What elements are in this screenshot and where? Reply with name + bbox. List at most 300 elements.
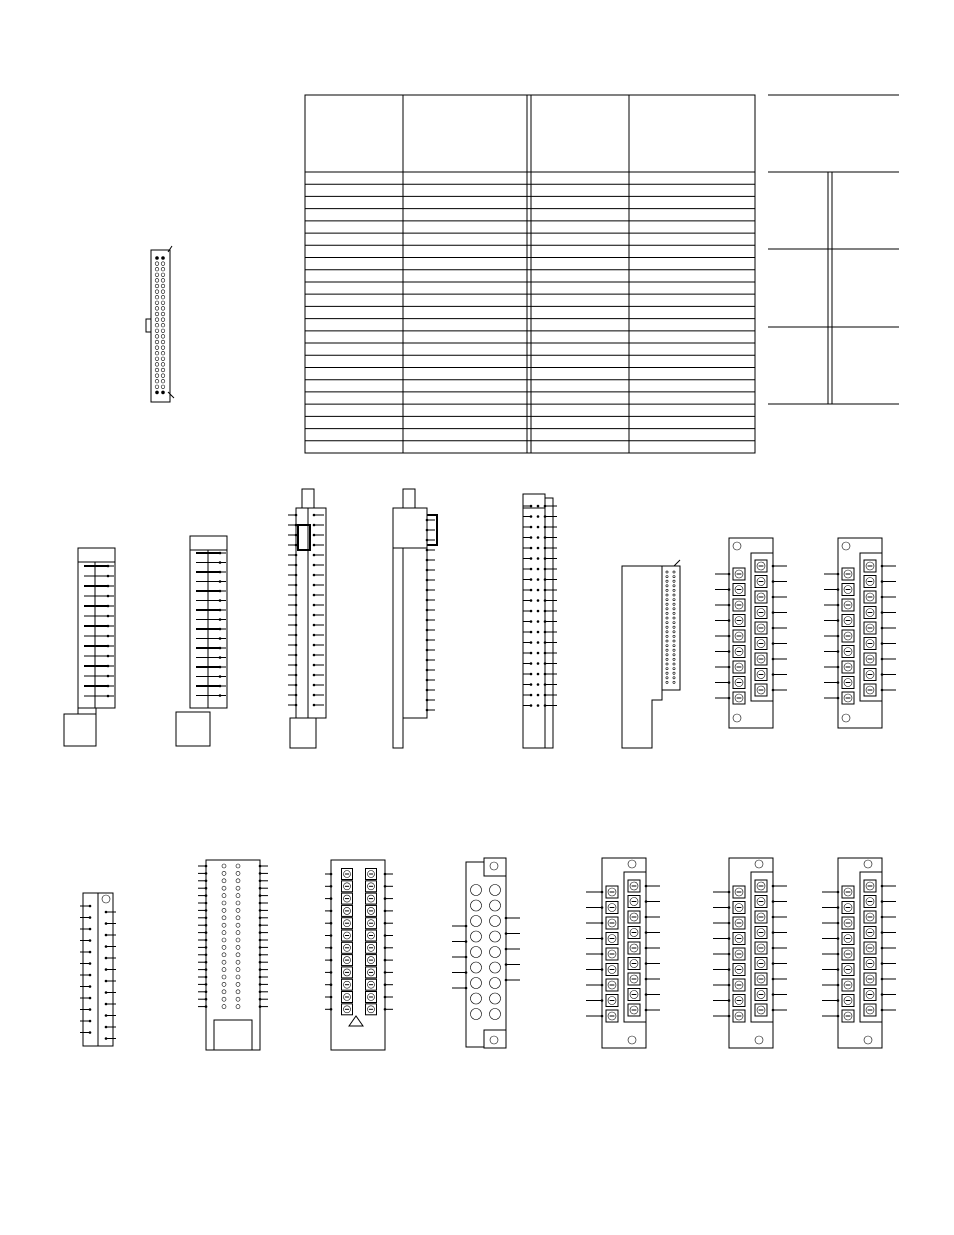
- pin-dot: [728, 588, 731, 591]
- pin-dot: [645, 916, 648, 919]
- mount-screw-icon: [628, 860, 636, 868]
- pin: [155, 267, 159, 271]
- pin: [236, 953, 240, 957]
- pin-dot: [728, 650, 731, 653]
- pin-dot: [537, 599, 540, 602]
- pin: [161, 329, 165, 333]
- pin-dot: [537, 547, 540, 550]
- header-body: [622, 566, 662, 748]
- pin-dot: [205, 917, 208, 920]
- pin: [161, 279, 165, 283]
- mount-screw-icon: [842, 542, 850, 550]
- pin-dot: [313, 684, 316, 687]
- pin-dot: [772, 627, 775, 630]
- pin-dot: [881, 580, 884, 583]
- pin: [666, 681, 668, 683]
- pin-dot: [259, 939, 262, 942]
- plug-foot: [290, 718, 316, 748]
- pin: [222, 908, 226, 912]
- pin-dot: [295, 534, 298, 537]
- pin: [222, 864, 226, 868]
- pin: [236, 871, 240, 875]
- side-rail: [545, 498, 553, 748]
- pin-dot: [205, 976, 208, 979]
- pin: [155, 391, 159, 395]
- pin: [673, 571, 675, 573]
- pin-dot: [426, 599, 429, 602]
- pin-dot: [295, 514, 298, 517]
- pin: [161, 273, 165, 277]
- pin-dot: [537, 536, 540, 539]
- pin: [222, 886, 226, 890]
- pin-dot: [544, 610, 547, 613]
- pin-dot: [426, 609, 429, 612]
- pin: [161, 385, 165, 389]
- pin-dot: [645, 1009, 648, 1012]
- pin-dot: [881, 596, 884, 599]
- pin-dot: [89, 1008, 92, 1011]
- pin-dot: [881, 900, 884, 903]
- pin: [673, 668, 675, 670]
- pin-dot: [544, 641, 547, 644]
- pin-dot: [105, 1014, 108, 1017]
- pin-dot: [219, 552, 222, 555]
- pin-dot: [313, 674, 316, 677]
- pin: [222, 960, 226, 964]
- pin-dot: [728, 1015, 731, 1018]
- pin: [666, 668, 668, 670]
- pin-dot: [426, 569, 429, 572]
- pin-dot: [219, 666, 222, 669]
- pin-dot: [881, 978, 884, 981]
- pin: [155, 262, 159, 266]
- pin-dot: [219, 599, 222, 602]
- pin: [155, 374, 159, 378]
- pin: [155, 301, 159, 305]
- pin-dot: [530, 526, 533, 529]
- pin: [222, 975, 226, 979]
- pin-dot: [330, 922, 333, 925]
- pin-dot: [544, 578, 547, 581]
- pin-dot: [881, 947, 884, 950]
- outline: [403, 548, 427, 718]
- screw-icon: [471, 1009, 482, 1020]
- pin-dot: [837, 573, 840, 576]
- dual-row-screw-connector: [325, 860, 393, 1050]
- pin-dot: [772, 978, 775, 981]
- mount-screw-icon: [490, 862, 498, 870]
- pin: [161, 318, 165, 322]
- screw-icon: [490, 916, 501, 927]
- pin-dot: [384, 885, 387, 888]
- pin-dot: [530, 704, 533, 707]
- pin-dot: [295, 624, 298, 627]
- pin-dot: [259, 946, 262, 949]
- pin-dot: [505, 948, 508, 951]
- pin-dot: [537, 568, 540, 571]
- screw-terminal-block: [822, 858, 896, 1048]
- pin: [666, 585, 668, 587]
- pin-dot: [219, 580, 222, 583]
- pin-dot: [537, 694, 540, 697]
- pin-dot: [426, 669, 429, 672]
- pin-field: [662, 566, 680, 690]
- pin-dot: [728, 968, 731, 971]
- mount-screw-icon: [628, 1036, 636, 1044]
- pin-dot: [205, 939, 208, 942]
- pin: [673, 603, 675, 605]
- pin-dot: [295, 644, 298, 647]
- pin-dot: [772, 993, 775, 996]
- pin-dot: [107, 635, 110, 638]
- pin-dot: [89, 905, 92, 908]
- pin-dot: [295, 564, 298, 567]
- pin-dot: [384, 1008, 387, 1011]
- pin: [673, 580, 675, 582]
- pin-dot: [89, 1020, 92, 1023]
- pin-dot: [544, 589, 547, 592]
- lever-plug-connector: [393, 489, 437, 748]
- pin: [666, 663, 668, 665]
- pin-dot: [881, 673, 884, 676]
- pin: [666, 617, 668, 619]
- screw-terminal-block: [715, 538, 787, 728]
- pin: [222, 938, 226, 942]
- outline: [393, 508, 427, 548]
- ribbon-header-connector: [146, 246, 174, 402]
- pin-dot: [772, 931, 775, 934]
- pin: [161, 351, 165, 355]
- pin-dot: [426, 559, 429, 562]
- pin: [666, 672, 668, 674]
- pin: [222, 1005, 226, 1009]
- pin: [236, 945, 240, 949]
- pin: [222, 923, 226, 927]
- pin-dot: [105, 934, 108, 937]
- pin-dot: [89, 1031, 92, 1034]
- pin-dot: [295, 544, 298, 547]
- pin-dot: [384, 934, 387, 937]
- screw-terminal-block: [713, 858, 787, 1048]
- pin-dot: [89, 962, 92, 965]
- pin: [161, 295, 165, 299]
- pin: [666, 640, 668, 642]
- pin-dot: [728, 906, 731, 909]
- pin-dot: [837, 588, 840, 591]
- screw-icon: [490, 885, 501, 896]
- pin-dot: [530, 631, 533, 634]
- pin: [161, 301, 165, 305]
- pin-dot: [330, 910, 333, 913]
- pin-dot: [881, 565, 884, 568]
- pin: [673, 640, 675, 642]
- pin-dot: [881, 658, 884, 661]
- pin: [666, 589, 668, 591]
- pin-dot: [426, 649, 429, 652]
- latch: [214, 1020, 252, 1050]
- mount-screw-icon: [733, 542, 741, 550]
- pin-dot: [295, 574, 298, 577]
- pin-dot: [544, 683, 547, 686]
- pin-dot: [544, 673, 547, 676]
- side-table: [768, 95, 899, 404]
- pin-dot: [426, 579, 429, 582]
- pin-dot: [107, 575, 110, 578]
- pin-dot: [259, 968, 262, 971]
- pin-dot: [544, 536, 547, 539]
- pin-dot: [384, 873, 387, 876]
- pin-dot: [219, 618, 222, 621]
- pin-dot: [330, 983, 333, 986]
- pin-dot: [728, 681, 731, 684]
- pin-dot: [384, 996, 387, 999]
- pin-dot: [295, 704, 298, 707]
- pin: [673, 672, 675, 674]
- pin: [666, 658, 668, 660]
- pin-dot: [384, 897, 387, 900]
- pin-dot: [313, 604, 316, 607]
- pin-dot: [330, 971, 333, 974]
- pin: [155, 363, 159, 367]
- callout-line: [674, 560, 680, 566]
- pin: [155, 290, 159, 294]
- pin-dot: [295, 614, 298, 617]
- pin-dot: [601, 1015, 604, 1018]
- pin-dot: [772, 689, 775, 692]
- pin-dot: [544, 526, 547, 529]
- pin-dot: [881, 931, 884, 934]
- pin-dot: [313, 594, 316, 597]
- pin-dot: [530, 557, 533, 560]
- pin-dot: [537, 610, 540, 613]
- pin: [236, 1005, 240, 1009]
- pin: [236, 975, 240, 979]
- pin-dot: [205, 865, 208, 868]
- pin-dot: [295, 634, 298, 637]
- pin-dot: [537, 578, 540, 581]
- pin-dot: [426, 679, 429, 682]
- pin-dot: [530, 515, 533, 518]
- pin: [236, 901, 240, 905]
- pin-dot: [772, 947, 775, 950]
- screw-icon: [471, 947, 482, 958]
- pin-dot: [645, 885, 648, 888]
- mount-screw-icon: [864, 1036, 872, 1044]
- pin: [673, 663, 675, 665]
- pin-dot: [313, 634, 316, 637]
- small-socket-connector: [80, 893, 116, 1046]
- pin-dot: [728, 666, 731, 669]
- pin-dot: [530, 662, 533, 665]
- pin-dot: [645, 931, 648, 934]
- pin-dot: [205, 991, 208, 994]
- pin-dot: [465, 971, 468, 974]
- pin: [236, 879, 240, 883]
- pin-dot: [645, 962, 648, 965]
- pin: [236, 938, 240, 942]
- pin: [161, 307, 165, 311]
- pin: [161, 312, 165, 316]
- pin-dot: [837, 635, 840, 638]
- pin-dot: [645, 900, 648, 903]
- pin-dot: [728, 953, 731, 956]
- pin-dot: [384, 922, 387, 925]
- pin: [161, 368, 165, 372]
- pin-dot: [601, 984, 604, 987]
- pin: [666, 649, 668, 651]
- pin: [673, 612, 675, 614]
- pin-dot: [505, 979, 508, 982]
- pin-dot: [645, 947, 648, 950]
- pin-dot: [728, 891, 731, 894]
- pin-dot: [837, 937, 840, 940]
- pin: [222, 968, 226, 972]
- pin: [673, 576, 675, 578]
- pin-dot: [259, 872, 262, 875]
- plug-foot: [393, 548, 403, 748]
- pin-dot: [384, 971, 387, 974]
- pin: [155, 329, 159, 333]
- pin: [155, 323, 159, 327]
- pin-dot: [426, 589, 429, 592]
- pin: [161, 363, 165, 367]
- pin-dot: [205, 961, 208, 964]
- screw-icon: [490, 962, 501, 973]
- pin-dot: [465, 987, 468, 990]
- pin-dot: [295, 594, 298, 597]
- pin: [236, 968, 240, 972]
- pin-dot: [881, 962, 884, 965]
- pin-dot: [881, 1009, 884, 1012]
- pin-dot: [219, 694, 222, 697]
- pin-dot: [530, 599, 533, 602]
- pin: [236, 982, 240, 986]
- pin-dot: [107, 565, 110, 568]
- pin-dot: [295, 584, 298, 587]
- pin-dot: [259, 917, 262, 920]
- pin-dot: [881, 642, 884, 645]
- pin-dot: [259, 902, 262, 905]
- pin-dot: [89, 939, 92, 942]
- pin: [673, 654, 675, 656]
- pin-dot: [530, 641, 533, 644]
- pin: [673, 617, 675, 619]
- pin: [673, 649, 675, 651]
- pin-dot: [219, 637, 222, 640]
- pin: [673, 677, 675, 679]
- lever-plug-connector: [288, 489, 326, 748]
- pin: [666, 594, 668, 596]
- pin-dot: [601, 906, 604, 909]
- pin-dot: [772, 611, 775, 614]
- pin: [155, 379, 159, 383]
- pin-dot: [544, 505, 547, 508]
- pin-dot: [772, 580, 775, 583]
- pin-dot: [544, 662, 547, 665]
- pin-dot: [259, 1005, 262, 1008]
- pin-dot: [537, 620, 540, 623]
- pin-dot: [330, 873, 333, 876]
- pin-dot: [107, 655, 110, 658]
- pin-dot: [313, 574, 316, 577]
- mount-screw-icon: [864, 860, 872, 868]
- pin-dot: [295, 694, 298, 697]
- pin-dot: [426, 539, 429, 542]
- pin: [236, 923, 240, 927]
- pin-dot: [313, 524, 316, 527]
- pin-dot: [426, 639, 429, 642]
- pin-dot: [772, 1009, 775, 1012]
- pin-dot: [330, 934, 333, 937]
- pin-dot: [728, 619, 731, 622]
- outline: [78, 548, 115, 562]
- pin: [236, 960, 240, 964]
- pin-dot: [530, 536, 533, 539]
- pin: [673, 645, 675, 647]
- angled-socket-connector: [176, 536, 227, 746]
- pin-dot: [837, 968, 840, 971]
- pin-dot: [537, 631, 540, 634]
- pin: [666, 631, 668, 633]
- pin-dot: [259, 909, 262, 912]
- pin: [161, 357, 165, 361]
- pin: [222, 916, 226, 920]
- pin: [155, 340, 159, 344]
- pin-dot: [89, 916, 92, 919]
- pin-dot: [219, 628, 222, 631]
- pin: [673, 599, 675, 601]
- pin: [666, 599, 668, 601]
- pin-dot: [772, 673, 775, 676]
- angled-socket-connector: [64, 548, 115, 746]
- pin-dot: [259, 991, 262, 994]
- pin-dot: [772, 900, 775, 903]
- pin-dot: [881, 993, 884, 996]
- pin: [222, 871, 226, 875]
- pin: [222, 953, 226, 957]
- pin: [666, 608, 668, 610]
- pin-dot: [384, 947, 387, 950]
- pin-dot: [728, 922, 731, 925]
- pin-dot: [530, 589, 533, 592]
- pin-dot: [205, 983, 208, 986]
- pin-dot: [544, 631, 547, 634]
- pin-dot: [645, 978, 648, 981]
- screw-icon: [471, 993, 482, 1004]
- pin-dot: [205, 946, 208, 949]
- outline: [190, 536, 227, 550]
- pin: [161, 340, 165, 344]
- pin-dot: [107, 645, 110, 648]
- pin-dot: [426, 519, 429, 522]
- pin: [161, 391, 165, 395]
- pin: [673, 681, 675, 683]
- screw-icon: [471, 962, 482, 973]
- pin-dot: [313, 664, 316, 667]
- pin-dot: [530, 610, 533, 613]
- pin-dot: [465, 925, 468, 928]
- pin: [222, 879, 226, 883]
- pin-dot: [107, 625, 110, 628]
- pin-dot: [219, 561, 222, 564]
- pin: [236, 894, 240, 898]
- pin: [155, 351, 159, 355]
- pin-dot: [313, 614, 316, 617]
- ribbon-header-connector: [622, 560, 680, 748]
- pin: [673, 626, 675, 628]
- pin-dot: [728, 984, 731, 987]
- pin-dot: [259, 880, 262, 883]
